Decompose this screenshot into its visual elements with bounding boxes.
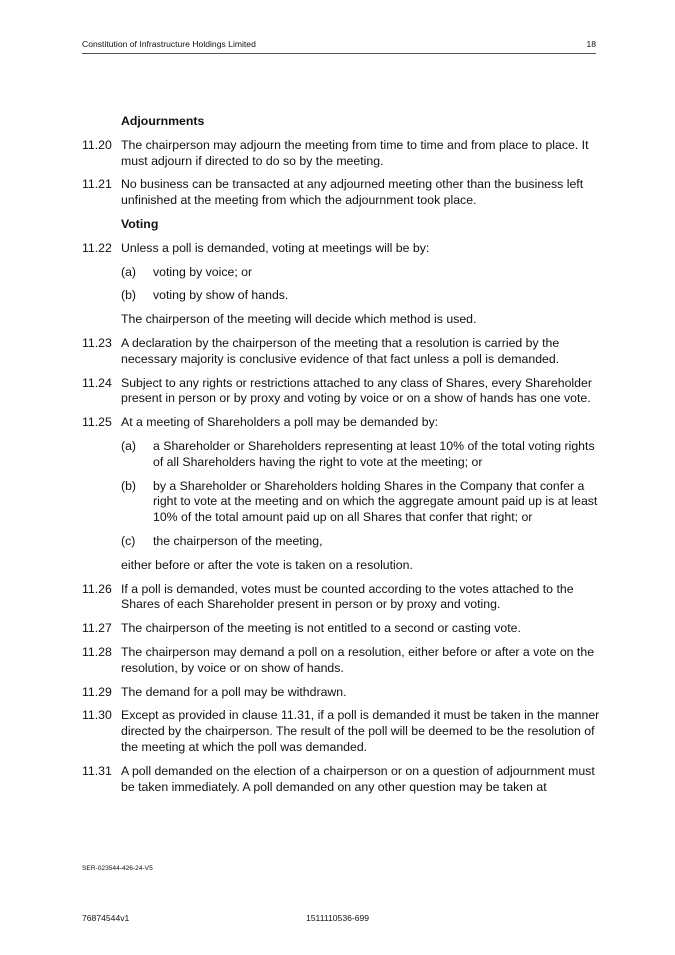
page-header [82, 38, 596, 54]
subclause-a [121, 439, 602, 471]
subclause-label: (c) [121, 533, 136, 548]
clause-11-25 [82, 415, 602, 431]
clause-11-29 [82, 685, 602, 701]
clause-number: 11.29 [82, 684, 112, 699]
clause-11-22 [82, 241, 602, 257]
subclause-label: (b) [121, 288, 137, 303]
clause-number: 11.23 [82, 335, 112, 350]
clause-number: 11.30 [82, 708, 112, 723]
document-reference: SER-023544-426-24-V5 [82, 865, 153, 872]
clause-text: If a poll is demanded, votes must be counted according to the votes attached to the Shares of each Shareholder present in person or by proxy and voting. [121, 581, 574, 612]
clause-continuation: The chairperson of the meeting will decide which method is used. [121, 312, 477, 327]
clause-continuation: either before or after the vote is taken on a resolution. [121, 557, 413, 572]
clause-number: 11.21 [82, 177, 112, 192]
page-number: 18 [586, 39, 596, 49]
clause-text: The chairperson may demand a poll on a resolution, either before or after a vote on the resolution, by voice or on show of hands. [121, 644, 595, 675]
clause-11-20 [82, 138, 602, 170]
clause-text: The chairperson of the meeting is not entitled to a second or casting vote. [121, 621, 521, 636]
clause-11-21 [82, 177, 602, 209]
subclause-label: (a) [121, 264, 137, 279]
subclause-label: (b) [121, 478, 137, 493]
clause-text: The demand for a poll may be withdrawn. [121, 684, 347, 699]
clause-number: 11.24 [82, 375, 112, 390]
clause-text: Subject to any rights or restrictions attached to any class of Shares, every Shareholder present in person or by proxy and voting by voice or on a show of hands has one vote. [121, 375, 592, 406]
clause-text: At a meeting of Shareholders a poll may be demanded by: [121, 415, 439, 430]
clause-number: 11.22 [82, 240, 112, 255]
clause-11-24 [82, 376, 602, 408]
clause-number: 11.26 [82, 581, 112, 596]
clause-number: 11.31 [82, 763, 112, 778]
document-body [82, 114, 602, 803]
clause-text: Unless a poll is demanded, voting at meetings will be by: [121, 240, 430, 255]
subclause-text: the chairperson of the meeting, [153, 533, 323, 548]
subclause-text: by a Shareholder or Shareholders holding Shares in the Company that confer a right to vote at the meeting and on which the aggregate amount paid up is at least 10% of the total amount paid up on all Shares that confer that right; or [153, 478, 598, 525]
subclause-label: (a) [121, 438, 137, 453]
clause-text: Except as provided in clause 11.31, if a poll is demanded it must be taken in the manner directed by the chairperson. The result of the poll will be deemed to be the resolution of the meeting at which the poll was demanded. [121, 708, 600, 754]
clause-number: 11.27 [82, 621, 112, 636]
subclause-b [121, 288, 602, 304]
clause-text: No business can be transacted at any adjourned meeting other than the business left unfinished at the meeting from which the adjournment took place. [121, 177, 584, 208]
document-title: Constitution of Infrastructure Holdings Limited [82, 39, 256, 49]
clause-11-27 [82, 621, 602, 637]
footer-document-id: 76874544v1 [82, 913, 130, 923]
subclause-c [121, 534, 602, 550]
clause-11-31 [82, 764, 602, 796]
subclause-text: voting by show of hands. [153, 288, 289, 303]
subclause-text: voting by voice; or [153, 264, 253, 279]
section-heading-adjournments: Adjournments [121, 114, 205, 128]
clause-text: The chairperson may adjourn the meeting from time to time and from place to place. It must adjourn if directed to do so by the meeting. [121, 137, 589, 168]
clause-number: 11.20 [82, 137, 112, 152]
subclause-a [121, 265, 602, 281]
clause-11-30 [82, 708, 602, 755]
clause-11-26 [82, 582, 602, 614]
clause-11-28 [82, 645, 602, 677]
subclause-text: a Shareholder or Shareholders representing at least 10% of the total voting rights of all Shareholders having the right to vote at the meeting; or [153, 438, 595, 469]
footer-matter-id: 1511110536-699 [306, 913, 370, 923]
clause-number: 11.28 [82, 644, 112, 659]
subclause-b [121, 479, 602, 526]
clause-11-23 [82, 336, 602, 368]
clause-text: A poll demanded on the election of a chairperson or on a question of adjournment must be taken immediately. A poll demanded on any other question may be taken at [121, 763, 595, 794]
clause-text: A declaration by the chairperson of the meeting that a resolution is carried by the necessary majority is conclusive evidence of that fact unless a poll is demanded. [121, 335, 560, 366]
section-heading-voting: Voting [121, 216, 159, 231]
clause-number: 11.25 [82, 415, 112, 430]
